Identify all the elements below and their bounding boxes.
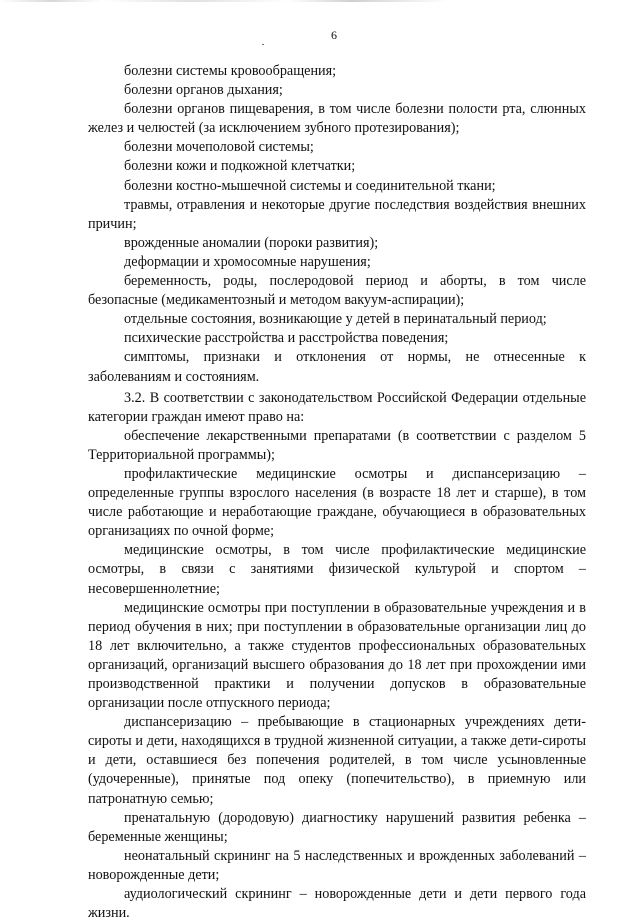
paragraph: неонатальный скрининг на 5 наследственных и врожденных заболеваний – новорожденные дети;: [88, 847, 586, 883]
paragraph: врожденные аномалии (пороки развития);: [124, 234, 379, 251]
section-paragraph-3-2: 3.2. В соответствии с законодательством Российской Федерации отдельные категории граждан имеют право на:: [88, 389, 586, 425]
paragraph: пренатальную (дородовую) диагностику нарушений развития ребенка – беременные женщины;: [88, 809, 586, 845]
scan-speck: [262, 44, 264, 45]
paragraph: болезни системы кровообращения;: [124, 63, 337, 79]
paragraph: болезни мочеполовой системы;: [124, 139, 314, 156]
paragraph: деформации и хромосомные нарушения;: [124, 253, 371, 270]
document-body: [88, 62, 586, 923]
paragraph: медицинские осмотры при поступлении в образовательные учреждения и в период обучения в них; при поступлении в образовательные организации лиц до 18 лет включительно, а также студентов профессиональных образовательных организаций, организаций высшего образования до 18 лет при прохождении ими производственной практики и получении допусков в образовательные организации после отпускного периода;: [88, 599, 586, 712]
paragraph: психические расстройства и расстройства поведения;: [124, 330, 449, 347]
paragraph: болезни органов дыхания;: [124, 82, 283, 99]
paragraph: диспансеризацию – пребывающие в стационарных учреждениях дети-сироты и дети, находящихся в трудной жизненной ситуации, а также дети-сироты и дети, оставшиеся без попечения родителей, в том числе усыновленные (удочеренные), принятые под опеку (попечительство), в приемную или патронатную семью;: [88, 714, 586, 807]
paragraph: беременность, роды, послеродовой период и аборты, в том числе безопасные (медикаментозный и методом вакуум-аспирации);: [88, 273, 586, 309]
paragraph: обеспечение лекарственными препаратами (в соответствии с разделом 5 Территориальной программы);: [88, 427, 586, 463]
paragraph: болезни органов пищеварения, в том числе болезни полости рта, слюнных желез и челюстей (за исключением зубного протезирования);: [88, 101, 586, 137]
scan-edge-artifact: [0, 0, 640, 2]
paragraph: болезни кожи и подкожной клетчатки;: [124, 158, 356, 175]
paragraph: профилактические медицинские осмотры и диспансеризацию – определенные группы взрослого населения (в возрасте 18 лет и старше), в том числе работающие и неработающие граждане, обучающиеся в образовательных организациях по очной форме;: [88, 465, 586, 540]
page-number: 6: [331, 28, 337, 42]
paragraph: медицинские осмотры, в том числе профилактические медицинские осмотры, в связи с занятиями физической культурой и спортом – несовершеннолетние;: [88, 542, 586, 597]
paragraph: отдельные состояния, возникающие у детей в перинатальный период;: [124, 311, 547, 328]
paragraph: болезни костно-мышечной системы и соединительной ткани;: [124, 177, 496, 194]
paragraph: симптомы, признаки и отклонения от нормы, не отнесенные к заболеваниям и состояниям.: [88, 349, 586, 385]
paragraph: аудиологический скрининг – новорожденные дети и дети первого года жизни.: [88, 886, 586, 922]
paragraph: травмы, отравления и некоторые другие последствия воздействия внешних причин;: [88, 196, 586, 232]
